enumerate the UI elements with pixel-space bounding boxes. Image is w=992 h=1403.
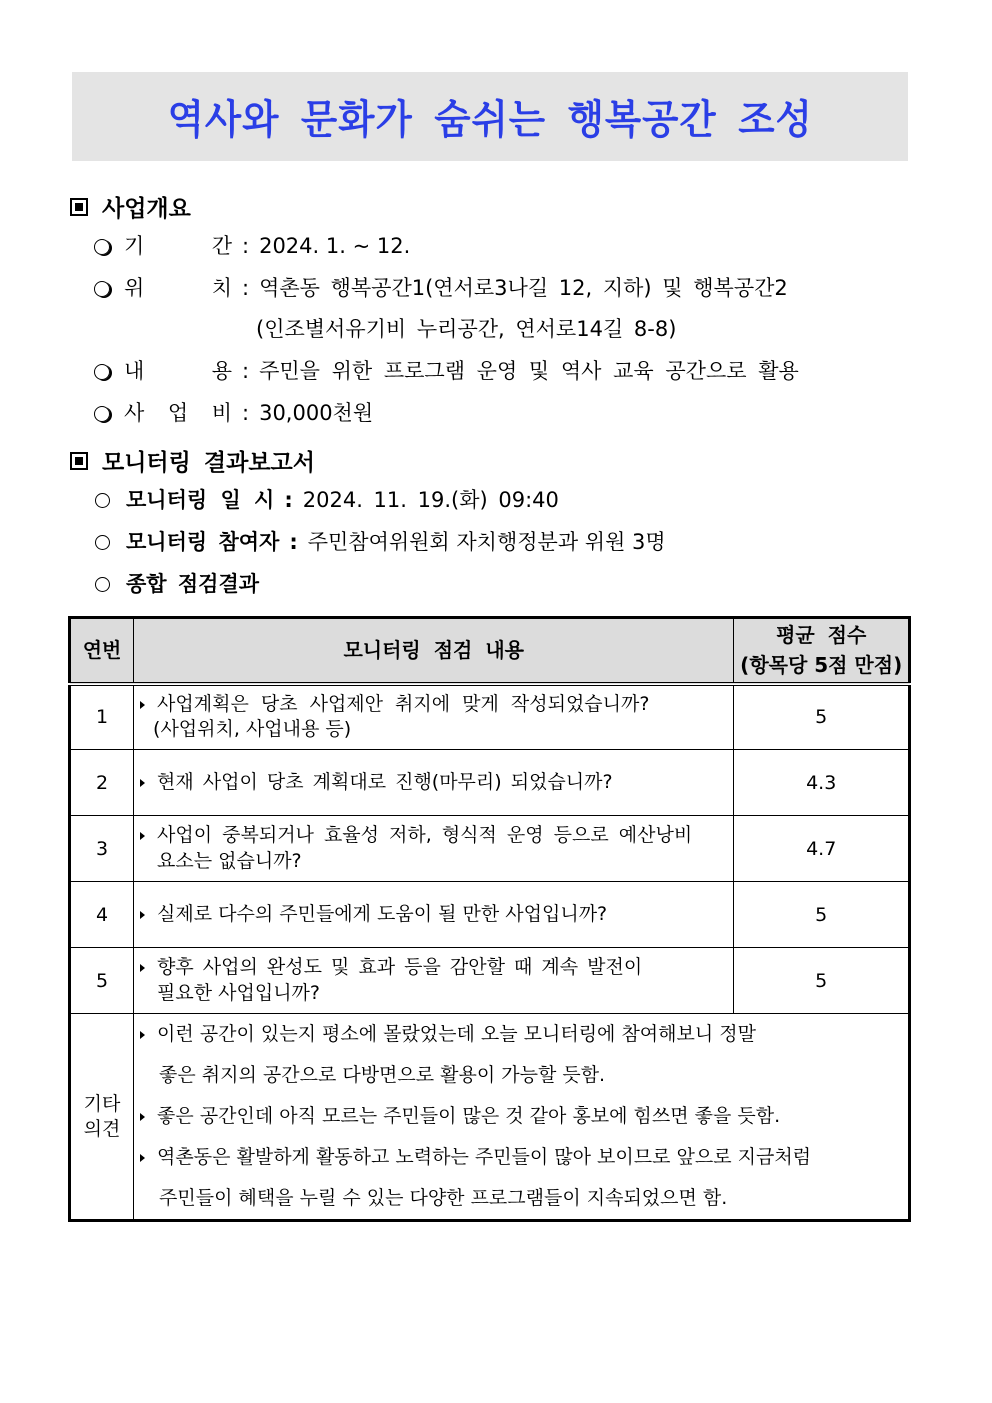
field-label: 내 용 [124, 359, 232, 383]
row-no: 1 [70, 684, 134, 750]
monitoring-date: 모니터링 일 시 : 2024. 11. 19.(화) 09:40 [92, 490, 559, 511]
row-no: 3 [70, 816, 134, 882]
shadow-circle-bullet-icon [94, 239, 110, 255]
row-no: 4 [70, 882, 134, 948]
title-banner [72, 72, 908, 161]
header-content: 모니터링 점검 내용 [134, 618, 734, 684]
field-value: 주민참여위원회 자치행정분과 위원 3명 [307, 530, 666, 554]
row-no: 5 [70, 948, 134, 1014]
triangle-bullet-icon [140, 1154, 145, 1162]
header-no: 연번 [70, 618, 134, 684]
row-content: 사업이 중복되거나 효율성 저하, 형식적 운영 등으로 예산낭비 요소는 없습니까? [134, 816, 734, 882]
table-row [70, 948, 910, 1014]
row-score: 4.3 [734, 750, 910, 816]
row-score: 5 [734, 684, 910, 750]
overview-item-period: 기 간 : 2024. 1. ~ 12. [92, 236, 410, 257]
shadow-circle-bullet-icon [94, 281, 110, 297]
monitoring-participants: 모니터링 참여자 : 주민참여위원회 자치행정분과 위원 3명 [92, 532, 666, 553]
field-label: 기 간 [124, 234, 232, 258]
table-row [70, 882, 910, 948]
field-value: 주민을 위한 프로그램 운영 및 역사 교육 공간으로 활용 [259, 359, 799, 383]
overview-item-content: 내 용 : 주민을 위한 프로그램 운영 및 역사 교육 공간으로 활용 [92, 361, 799, 382]
header-score: 평균 점수 (항목당 5점 만점) [734, 618, 910, 684]
filled-square-icon [70, 452, 88, 470]
field-label: 위 치 [124, 276, 232, 300]
overview-item-location: 위 치 : 역촌동 행복공간1(연서로3나길 12, 지하) 및 행복공간2 [92, 278, 788, 299]
results-table [68, 616, 911, 1222]
field-label: 사 업 비 [124, 401, 232, 425]
triangle-bullet-icon [140, 964, 145, 972]
triangle-bullet-icon [140, 779, 145, 787]
field-value: 2024. 11. 19.(화) 09:40 [302, 488, 559, 512]
row-score: 5 [734, 948, 910, 1014]
triangle-bullet-icon [140, 832, 145, 840]
opinion-label: 기타 의견 [70, 1014, 134, 1221]
opinion-row [70, 1014, 910, 1221]
triangle-bullet-icon [140, 1113, 145, 1121]
filled-square-icon [70, 198, 88, 216]
row-no: 2 [70, 750, 134, 816]
field-value: (인조별서유기비 누리공간, 연서로14길 8-8) [256, 317, 677, 341]
field-value: 2024. 1. ~ 12. [259, 234, 411, 258]
field-label: 종합 점검결과 [126, 572, 260, 596]
circle-bullet-icon [95, 535, 110, 550]
section-heading-monitoring [68, 444, 315, 477]
section-title: 사업개요 [102, 196, 191, 222]
monitoring-summary-label [92, 574, 259, 595]
table-row [70, 750, 910, 816]
shadow-circle-bullet-icon [94, 364, 110, 380]
field-value: 역촌동 행복공간1(연서로3나길 12, 지하) 및 행복공간2 [259, 276, 788, 300]
table-header-row [70, 618, 910, 684]
table-row [70, 816, 910, 882]
section-heading-overview [68, 190, 191, 223]
circle-bullet-icon [95, 577, 110, 592]
section-title: 모니터링 결과보고서 [102, 450, 315, 476]
row-score: 4.7 [734, 816, 910, 882]
shadow-circle-bullet-icon [94, 406, 110, 422]
triangle-bullet-icon [140, 911, 145, 919]
opinion-item: 좋은 공간인데 아직 모르는 주민들이 많은 것 같아 홍보에 힘쓰면 좋을 듯함. [140, 1096, 902, 1137]
opinion-item: 역촌동은 활발하게 활동하고 노력하는 주민들이 많아 보이므로 앞으로 지금처럼 [140, 1137, 902, 1178]
triangle-bullet-icon [140, 701, 145, 709]
row-content: 사업계획은 당초 사업제안 취지에 맞게 작성되었습니까? (사업위치, 사업내용 등) [134, 684, 734, 750]
overview-item-location-line2 [256, 319, 676, 340]
row-score: 5 [734, 882, 910, 948]
table-row [70, 684, 910, 750]
field-label: 모니터링 일 시 [126, 488, 275, 512]
field-label: 모니터링 참여자 [126, 530, 280, 554]
page-title: 역사와 문화가 숨쉬는 행복공간 조성 [167, 97, 813, 143]
circle-bullet-icon [95, 493, 110, 508]
row-content: 현재 사업이 당초 계획대로 진행(마무리) 되었습니까? [134, 750, 734, 816]
opinion-item: 이런 공간이 있는지 평소에 몰랐었는데 오늘 모니터링에 참여해보니 정말 [140, 1014, 902, 1055]
row-content: 향후 사업의 완성도 및 효과 등을 감안할 때 계속 발전이 필요한 사업입니까? [134, 948, 734, 1014]
row-content: 실제로 다수의 주민들에게 도움이 될 만한 사업입니까? [134, 882, 734, 948]
opinion-content: 이런 공간이 있는지 평소에 몰랐었는데 오늘 모니터링에 참여해보니 정말 좋은 취지의 공간으로 다방면으로 활용이 가능할 듯함. 좋은 공간인데 아직 모르는 주민들이 많은 것 같아 홍보에 힘쓰면 좋을 듯함. 역촌동은 활발하게 활동하고 노력하는 주민들이 많아 보이므로 앞으로 지금처럼 주민들이 혜택을 누릴 수 있는 다양한 프로그램들이 지속되었으면 함. [134, 1014, 910, 1221]
triangle-bullet-icon [140, 1031, 145, 1039]
field-value: 30,000천원 [259, 401, 374, 425]
overview-item-budget: 사 업 비 : 30,000천원 [92, 403, 373, 424]
